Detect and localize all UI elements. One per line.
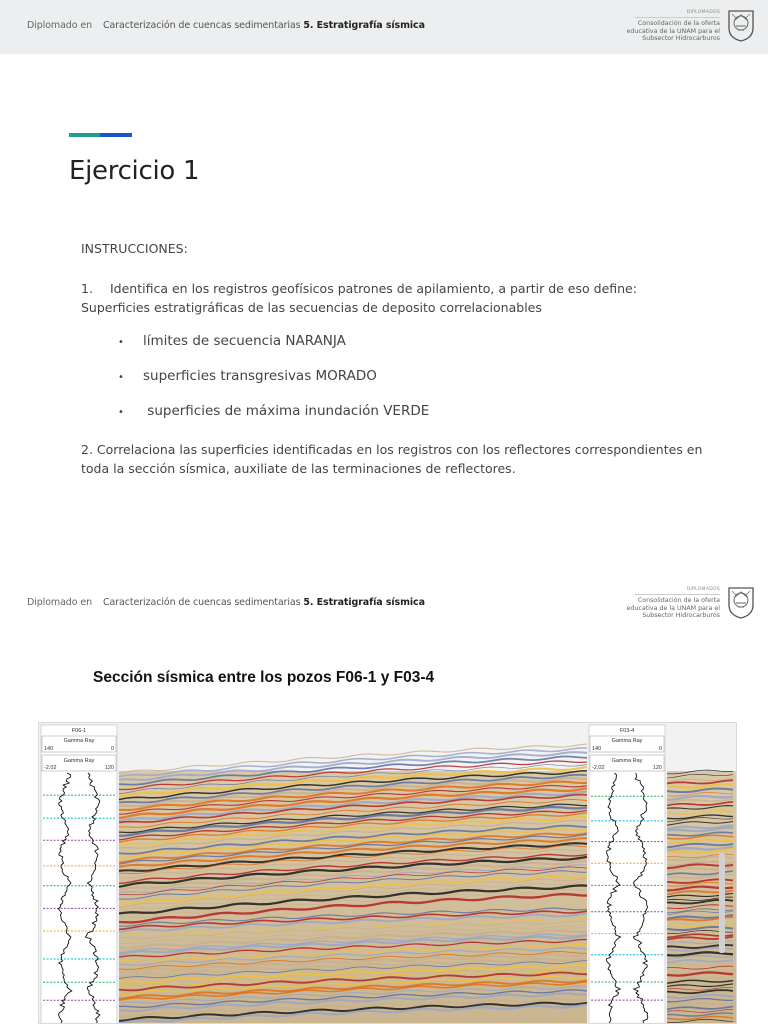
well-scale2-left: -2.02 bbox=[44, 765, 57, 771]
well-scale-left: 140 bbox=[44, 746, 54, 752]
brand-top: DIPLOMADOS bbox=[635, 9, 720, 18]
well-scale2-left: -2.02 bbox=[592, 765, 605, 771]
well-scale-right: 0 bbox=[658, 746, 662, 752]
bullet-text-orange: límites de secuencia NARANJA bbox=[143, 333, 346, 349]
list-item: • superficies de máxima inundación VERDE bbox=[118, 403, 430, 419]
title-accent-bar bbox=[69, 133, 132, 137]
slide-header bbox=[0, 0, 768, 54]
instructions-label: INSTRUCCIONES: bbox=[81, 241, 188, 256]
breadcrumb-module: 5. Estratigrafía sísmica bbox=[303, 597, 425, 608]
breadcrumb-course: Caracterización de cuencas sedimentarias bbox=[102, 597, 301, 608]
seismic-section-figure bbox=[38, 722, 737, 1024]
breadcrumb-course: Caracterización de cuencas sedimentarias bbox=[102, 20, 301, 31]
step-1-number: 1. bbox=[81, 281, 93, 296]
list-item: • superficies transgresivas MORADO bbox=[118, 368, 377, 384]
well-scale-right: 0 bbox=[110, 746, 114, 752]
brand-text bbox=[627, 585, 720, 620]
well-log-name: Gamma Ray bbox=[611, 738, 643, 744]
brand-line-3: Subsector Hidrocarburos bbox=[642, 35, 720, 43]
unam-seal-icon bbox=[726, 585, 756, 619]
slide-header-2 bbox=[0, 573, 768, 631]
step-1-continuation: Superficies estratigráficas de las secuencias de deposito correlacionables bbox=[81, 300, 542, 315]
step-1-text: Identifica en los registros geofísicos patrones de apilamiento, a partir de eso define: bbox=[110, 281, 637, 296]
brand-line-3: Subsector Hidrocarburos bbox=[642, 612, 720, 620]
section-title: Sección sísmica entre los pozos F06-1 y F03-4 bbox=[93, 669, 435, 686]
brand-line-1: Consolidación de la oferta bbox=[637, 597, 720, 605]
well-scale2-right: 120 bbox=[104, 765, 114, 771]
well-log-name: Gamma Ray bbox=[63, 738, 95, 744]
brand-block bbox=[627, 8, 756, 43]
step-2-line-2: toda la sección sísmica, auxiliate de las terminaciones de reflectores. bbox=[81, 461, 516, 476]
breadcrumb-prefix: Diplomado en bbox=[27, 20, 93, 31]
well-track-f03-4 bbox=[589, 725, 665, 1024]
well-log2-name: Gamma Ray bbox=[63, 758, 95, 764]
seismic-section-image bbox=[39, 723, 737, 1024]
list-item: • límites de secuencia NARANJA bbox=[118, 333, 346, 349]
breadcrumb-module: 5. Estratigrafía sísmica bbox=[303, 20, 425, 31]
bullet-text-purple: superficies transgresivas MORADO bbox=[143, 368, 377, 384]
breadcrumb-2 bbox=[27, 597, 425, 608]
brand-block-2 bbox=[627, 585, 756, 620]
step-1 bbox=[81, 279, 637, 298]
well-scale-left: 140 bbox=[592, 746, 602, 752]
brand-text bbox=[627, 8, 720, 43]
brand-line-2: educativa de la UNAM para el bbox=[626, 27, 720, 35]
unam-seal-icon bbox=[726, 8, 756, 42]
well-name-f03-4: F03-4 bbox=[619, 728, 635, 734]
page-title: Ejercicio 1 bbox=[69, 156, 200, 186]
brand-line-1: Consolidación de la oferta bbox=[637, 20, 720, 28]
bullet-text-green: superficies de máxima inundación VERDE bbox=[143, 403, 430, 419]
breadcrumb-prefix: Diplomado en bbox=[27, 597, 93, 608]
well-name-f06-1: F06-1 bbox=[71, 728, 87, 734]
well-track-f06-1 bbox=[41, 725, 117, 1024]
well-log2-name: Gamma Ray bbox=[611, 758, 643, 764]
brand-top: DIPLOMADOS bbox=[635, 586, 720, 595]
breadcrumb bbox=[27, 20, 425, 31]
well-scale2-right: 120 bbox=[652, 765, 662, 771]
brand-line-2: educativa de la UNAM para el bbox=[626, 604, 720, 612]
step-2-line-1: 2. Correlaciona las superficies identificadas en los registros con los reflectores correspondientes en bbox=[81, 442, 703, 457]
vertical-scrollbar[interactable] bbox=[719, 853, 725, 953]
